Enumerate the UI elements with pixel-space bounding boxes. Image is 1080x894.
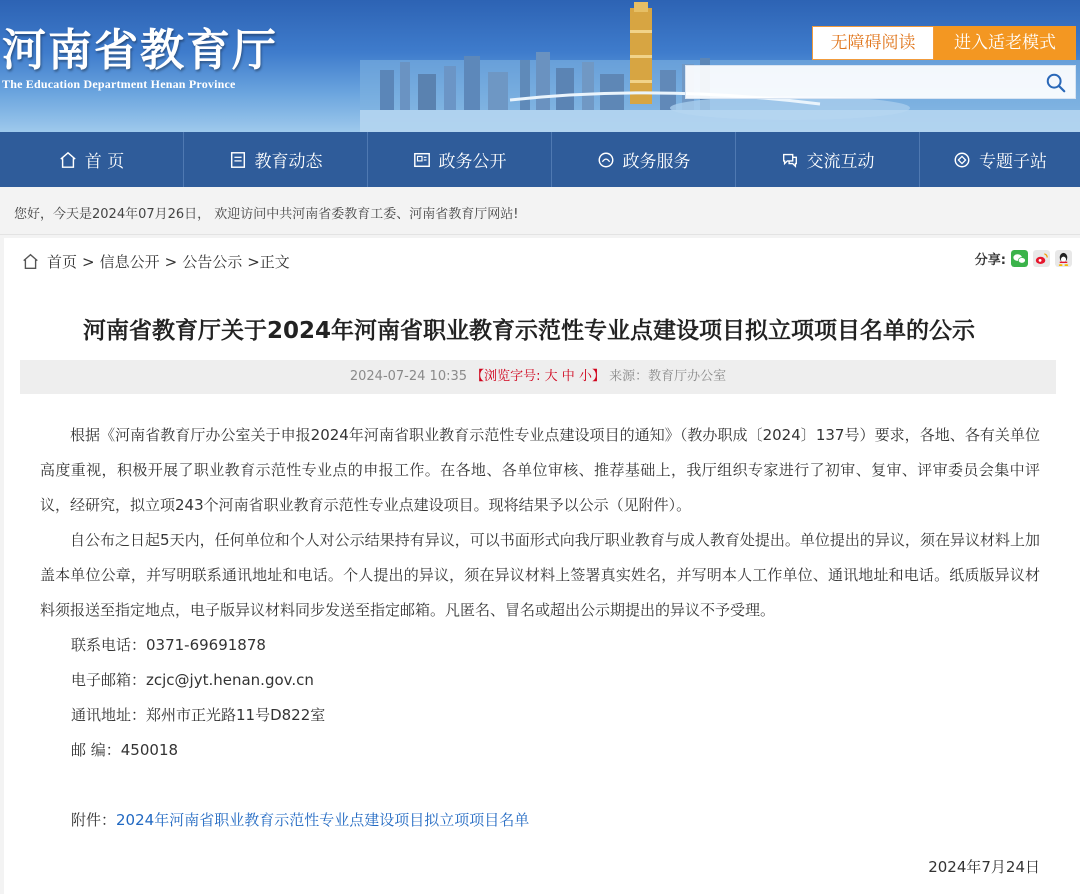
home-icon [22, 253, 39, 270]
article-meta [20, 360, 1056, 394]
nav-item-gov-service[interactable] [552, 132, 736, 187]
nav-item-label: 专题子站 [979, 152, 1047, 172]
search-input[interactable] [686, 66, 1036, 98]
welcome-text: 您好，今天是2024年07月26日， 欢迎访问中共河南省委教育工委、河南省教育厅网站! [14, 207, 519, 222]
attachment [40, 803, 1040, 838]
attachment-label: 附件： [71, 811, 117, 829]
nav-item-gov-affairs[interactable] [368, 132, 552, 187]
elder-mode-button[interactable]: 进入适老模式 [934, 26, 1076, 60]
home-icon [59, 151, 77, 169]
nav-item-label: 交流互动 [806, 152, 875, 172]
nav-item-label: 政务服务 [622, 152, 691, 172]
nav-item-news[interactable] [184, 132, 368, 187]
search-box [685, 65, 1076, 99]
site-title: 河南省教育厅 [2, 25, 278, 76]
font-size-prefix: 【浏览字号: [471, 369, 541, 384]
site-subtitle: The Education Department Henan Province [2, 77, 236, 91]
article-paragraph: 自公布之日起5天内，任何单位和个人对公示结果持有异议，可以书面形式向我厅职业教育与成人教育处提出。单位提出的异议，须在异议材料上加盖本单位公章，并写明联系通讯地址和电话。个人提出的异议，须在异议材料上签署真实姓名，并写明本人工作单位、通讯地址和电话。纸质版异议材料须报送至指定地点，电子版异议材料同步发送至指定邮箱。凡匿名、冒名或超出公示期提出的异议不予受理。 [40, 531, 1040, 619]
contact-phone: 联系电话：0371-69691878 [71, 636, 266, 654]
breadcrumb-separator: > [164, 252, 178, 271]
wechat-icon[interactable] [1011, 250, 1028, 267]
nav-item-home[interactable] [0, 132, 184, 187]
weibo-icon[interactable] [1033, 250, 1050, 267]
header-banner [0, 0, 1080, 132]
sign-date: 2024年7月24日 [928, 858, 1040, 876]
breadcrumb-home-link[interactable]: 首页 [47, 253, 78, 271]
nav-item-topics[interactable] [920, 132, 1080, 187]
attachment-link[interactable]: 2024年河南省职业教育示范性专业点建设项目拟立项项目名单 [116, 811, 530, 829]
font-size-options[interactable]: 大 中 小 [540, 369, 592, 384]
article-paragraph: 根据《河南省教育厅办公室关于申报2024年河南省职业教育示范性专业点建设项目的通知》（教办职成〔2024〕137号）要求，各地、各有关单位高度重视，积极开展了职业教育示范性专业点的申报工作。在各地、各单位审核、推荐基础上，我厅组织专家进行了初审、复审、评审委员会集中评议，经研究，拟立项243个河南省职业教育示范性专业点建设项目。现将结果予以公示（见附件）。 [40, 426, 1040, 514]
share-label: 分享: [974, 253, 1006, 268]
news-icon [229, 151, 247, 169]
breadcrumb-separator: > [82, 252, 95, 271]
article-panel [4, 238, 1080, 894]
contact-address: 通讯地址：郑州市正光路11号D822室 [71, 706, 326, 724]
document-icon [413, 151, 431, 169]
contact-postcode: 邮 编：450018 [71, 741, 179, 759]
share-bar [975, 249, 1072, 268]
nav-item-label: 首 页 [84, 152, 125, 172]
service-icon [597, 151, 615, 169]
breadcrumb-notice-link[interactable]: 公告公示 [182, 253, 243, 271]
article-source: 来源：教育厅办公室 [609, 369, 727, 384]
nav-item-interaction[interactable] [736, 132, 920, 187]
topic-icon [953, 151, 971, 169]
contact-email: 电子邮箱：zcjc@jyt.henan.gov.cn [71, 671, 314, 689]
barrier-free-reading-button[interactable]: 无障碍阅读 [812, 26, 934, 60]
article-body [40, 418, 1040, 885]
article-title: 河南省教育厅关于2024年河南省职业教育示范性专业点建设项目拟立项项目名单的公示 [82, 318, 975, 344]
qq-icon[interactable] [1055, 250, 1072, 267]
breadcrumb-current: >正文 [247, 253, 290, 271]
breadcrumb [22, 251, 290, 272]
search-icon[interactable] [1045, 72, 1067, 94]
nav-item-label: 教育动态 [254, 152, 323, 172]
article-date: 2024-07-24 10:35 [349, 369, 468, 384]
nav-item-label: 政务公开 [438, 152, 507, 172]
main-navigation [0, 132, 1080, 187]
welcome-bar [0, 187, 1080, 235]
font-size-suffix: 】 [591, 369, 605, 384]
chat-icon [781, 151, 799, 169]
breadcrumb-info-link[interactable]: 信息公开 [99, 253, 160, 271]
